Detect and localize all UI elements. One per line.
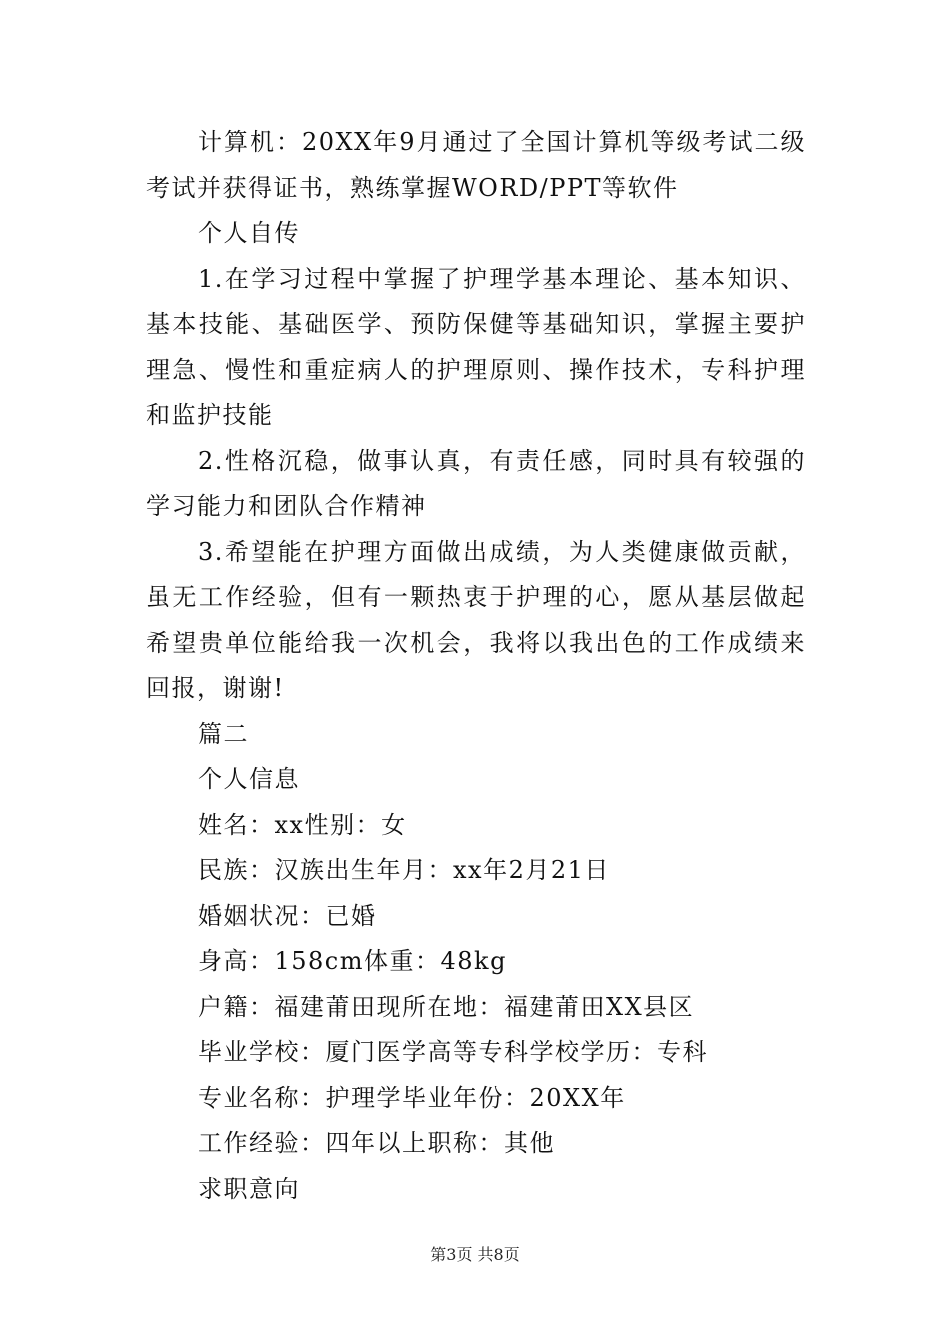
text-line: 希望贵单位能给我一次机会，我将以我出色的工作成绩来 bbox=[146, 628, 806, 657]
text-line: 个人自传 bbox=[198, 219, 300, 247]
text-line: 工作经验：四年以上职称：其他 bbox=[198, 1129, 555, 1157]
text-line: 学习能力和团队合作精神 bbox=[146, 492, 427, 520]
text-line: 姓名：xx性别：女 bbox=[198, 810, 407, 839]
page-number-footer: 第3页 共8页 bbox=[430, 1245, 520, 1264]
text-line: 身高：158cm体重：48kg bbox=[198, 947, 507, 975]
text-line: 2.性格沉稳，做事认真，有责任感，同时具有较强的 bbox=[198, 446, 806, 475]
text-line: 毕业学校：厦门医学高等专科学校学历：专科 bbox=[198, 1038, 708, 1066]
text-line: 考试并获得证书，熟练掌握WORD/PPT等软件 bbox=[146, 173, 679, 202]
text-line: 和监护技能 bbox=[146, 401, 274, 429]
text-line: 3.希望能在护理方面做出成绩，为人类健康做贡献， bbox=[198, 537, 806, 566]
text-line: 虽无工作经验，但有一颗热衷于护理的心，愿从基层做起 bbox=[146, 583, 806, 611]
text-line: 回报，谢谢! bbox=[146, 674, 285, 702]
text-line: 求职意向 bbox=[198, 1174, 300, 1203]
text-line: 户籍：福建莆田现所在地：福建莆田XX县区 bbox=[198, 992, 695, 1021]
text-line: 婚姻状况：已婚 bbox=[198, 901, 377, 930]
text-line: 基本技能、基础医学、预防保健等基础知识，掌握主要护 bbox=[146, 310, 806, 338]
text-line: 个人信息 bbox=[198, 765, 300, 793]
text-line: 篇二 bbox=[198, 719, 249, 748]
text-line: 理急、慢性和重症病人的护理原则、操作技术，专科护理 bbox=[146, 355, 806, 384]
text-line: 1.在学习过程中掌握了护理学基本理论、基本知识、 bbox=[198, 264, 806, 293]
document-body bbox=[146, 120, 806, 1212]
text-line: 专业名称：护理学毕业年份：20XX年 bbox=[198, 1083, 626, 1112]
text-line: 民族：汉族出生年月：xx年2月21日 bbox=[198, 856, 610, 884]
text-line: 计算机：20XX年9月通过了全国计算机等级考试二级 bbox=[198, 128, 806, 156]
